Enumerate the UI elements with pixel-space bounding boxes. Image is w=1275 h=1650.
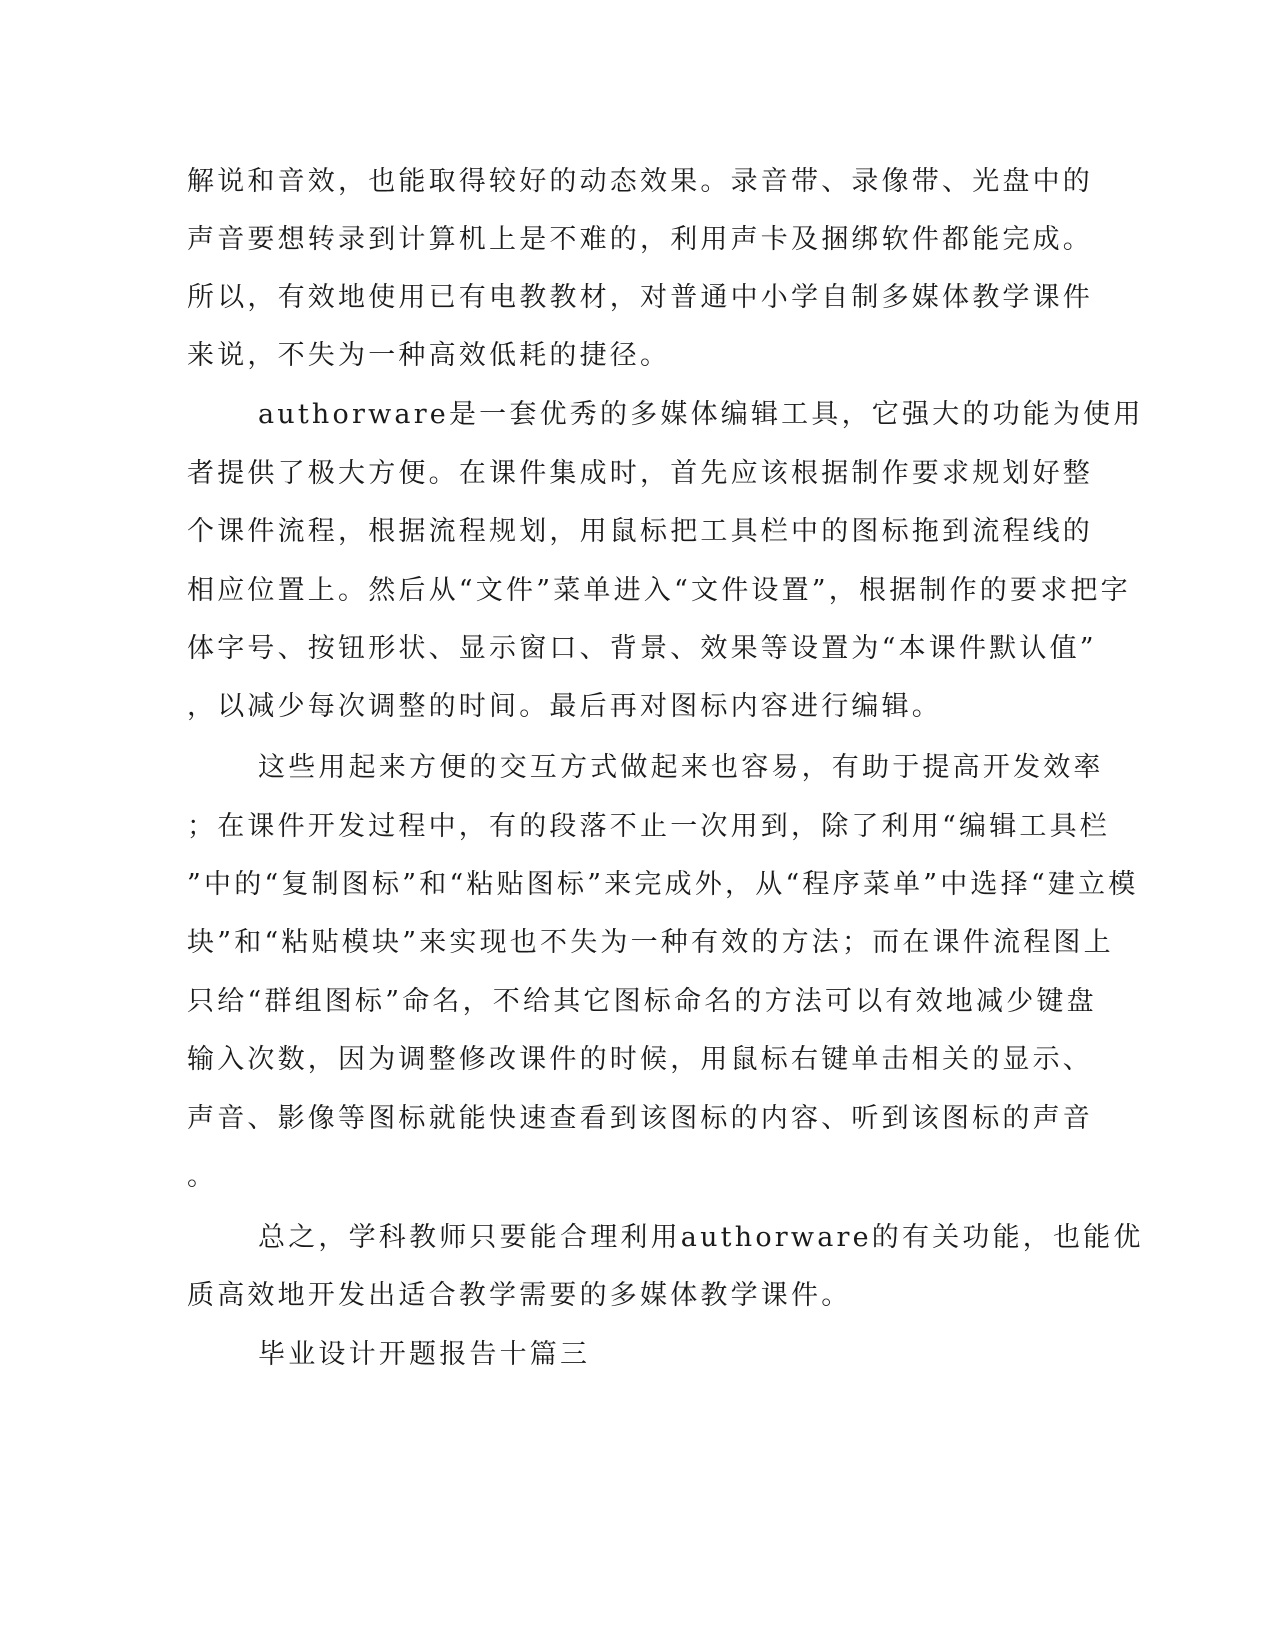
- text-line: 质高效地开发出适合教学需要的多媒体教学课件。: [187, 1280, 852, 1311]
- text-line: 者提供了极大方便。在课件集成时，首先应该根据制作要求规划好整: [187, 458, 1093, 489]
- text-line: 块”和“粘贴模块”来实现也不失为一种有效的方法；而在课件流程图上: [187, 927, 1114, 958]
- text-line: 相应位置上。然后从“文件”菜单进入“文件设置”，根据制作的要求把字: [187, 575, 1131, 606]
- text-line: 体字号、按钮形状、显示窗口、背景、效果等设置为“本课件默认值”: [187, 633, 1097, 664]
- text-line: 只给“群组图标”命名，不给其它图标命名的方法可以有效地减少键盘: [187, 986, 1097, 1017]
- text-line: 解说和音效，也能取得较好的动态效果。录音带、录像带、光盘中的: [187, 166, 1093, 197]
- section-heading: 毕业设计开题报告十篇三: [258, 1339, 591, 1370]
- text-line: ；在课件开发过程中，有的段落不止一次用到，除了利用“编辑工具栏: [187, 811, 1111, 842]
- text-line: 个课件流程，根据流程规划，用鼠标把工具栏中的图标拖到流程线的: [187, 516, 1093, 547]
- paragraph-start-line: 这些用起来方便的交互方式做起来也容易，有助于提高开发效率: [258, 752, 1104, 783]
- text-line: 声音要想转录到计算机上是不难的，利用声卡及捆绑软件都能完成。: [187, 224, 1093, 255]
- text-line: 输入次数，因为调整修改课件的时候，用鼠标右键单击相关的显示、: [187, 1044, 1093, 1075]
- paragraph-start-line: 总之，学科教师只要能合理利用authorware的有关功能，也能优: [258, 1222, 1144, 1253]
- text-line: 。: [187, 1161, 218, 1192]
- text-line: 来说，不失为一种高效低耗的捷径。: [187, 340, 671, 371]
- text-line: 声音、影像等图标就能快速查看到该图标的内容、听到该图标的声音: [187, 1103, 1093, 1134]
- paragraph-start-line: authorware是一套优秀的多媒体编辑工具，它强大的功能为使用: [258, 399, 1144, 430]
- text-line: ，以减少每次调整的时间。最后再对图标内容进行编辑。: [187, 691, 942, 722]
- text-line: ”中的“复制图标”和“粘贴图标”来完成外，从“程序菜单”中选择“建立模: [187, 869, 1139, 900]
- text-line: 所以，有效地使用已有电教教材，对普通中小学自制多媒体教学课件: [187, 282, 1093, 313]
